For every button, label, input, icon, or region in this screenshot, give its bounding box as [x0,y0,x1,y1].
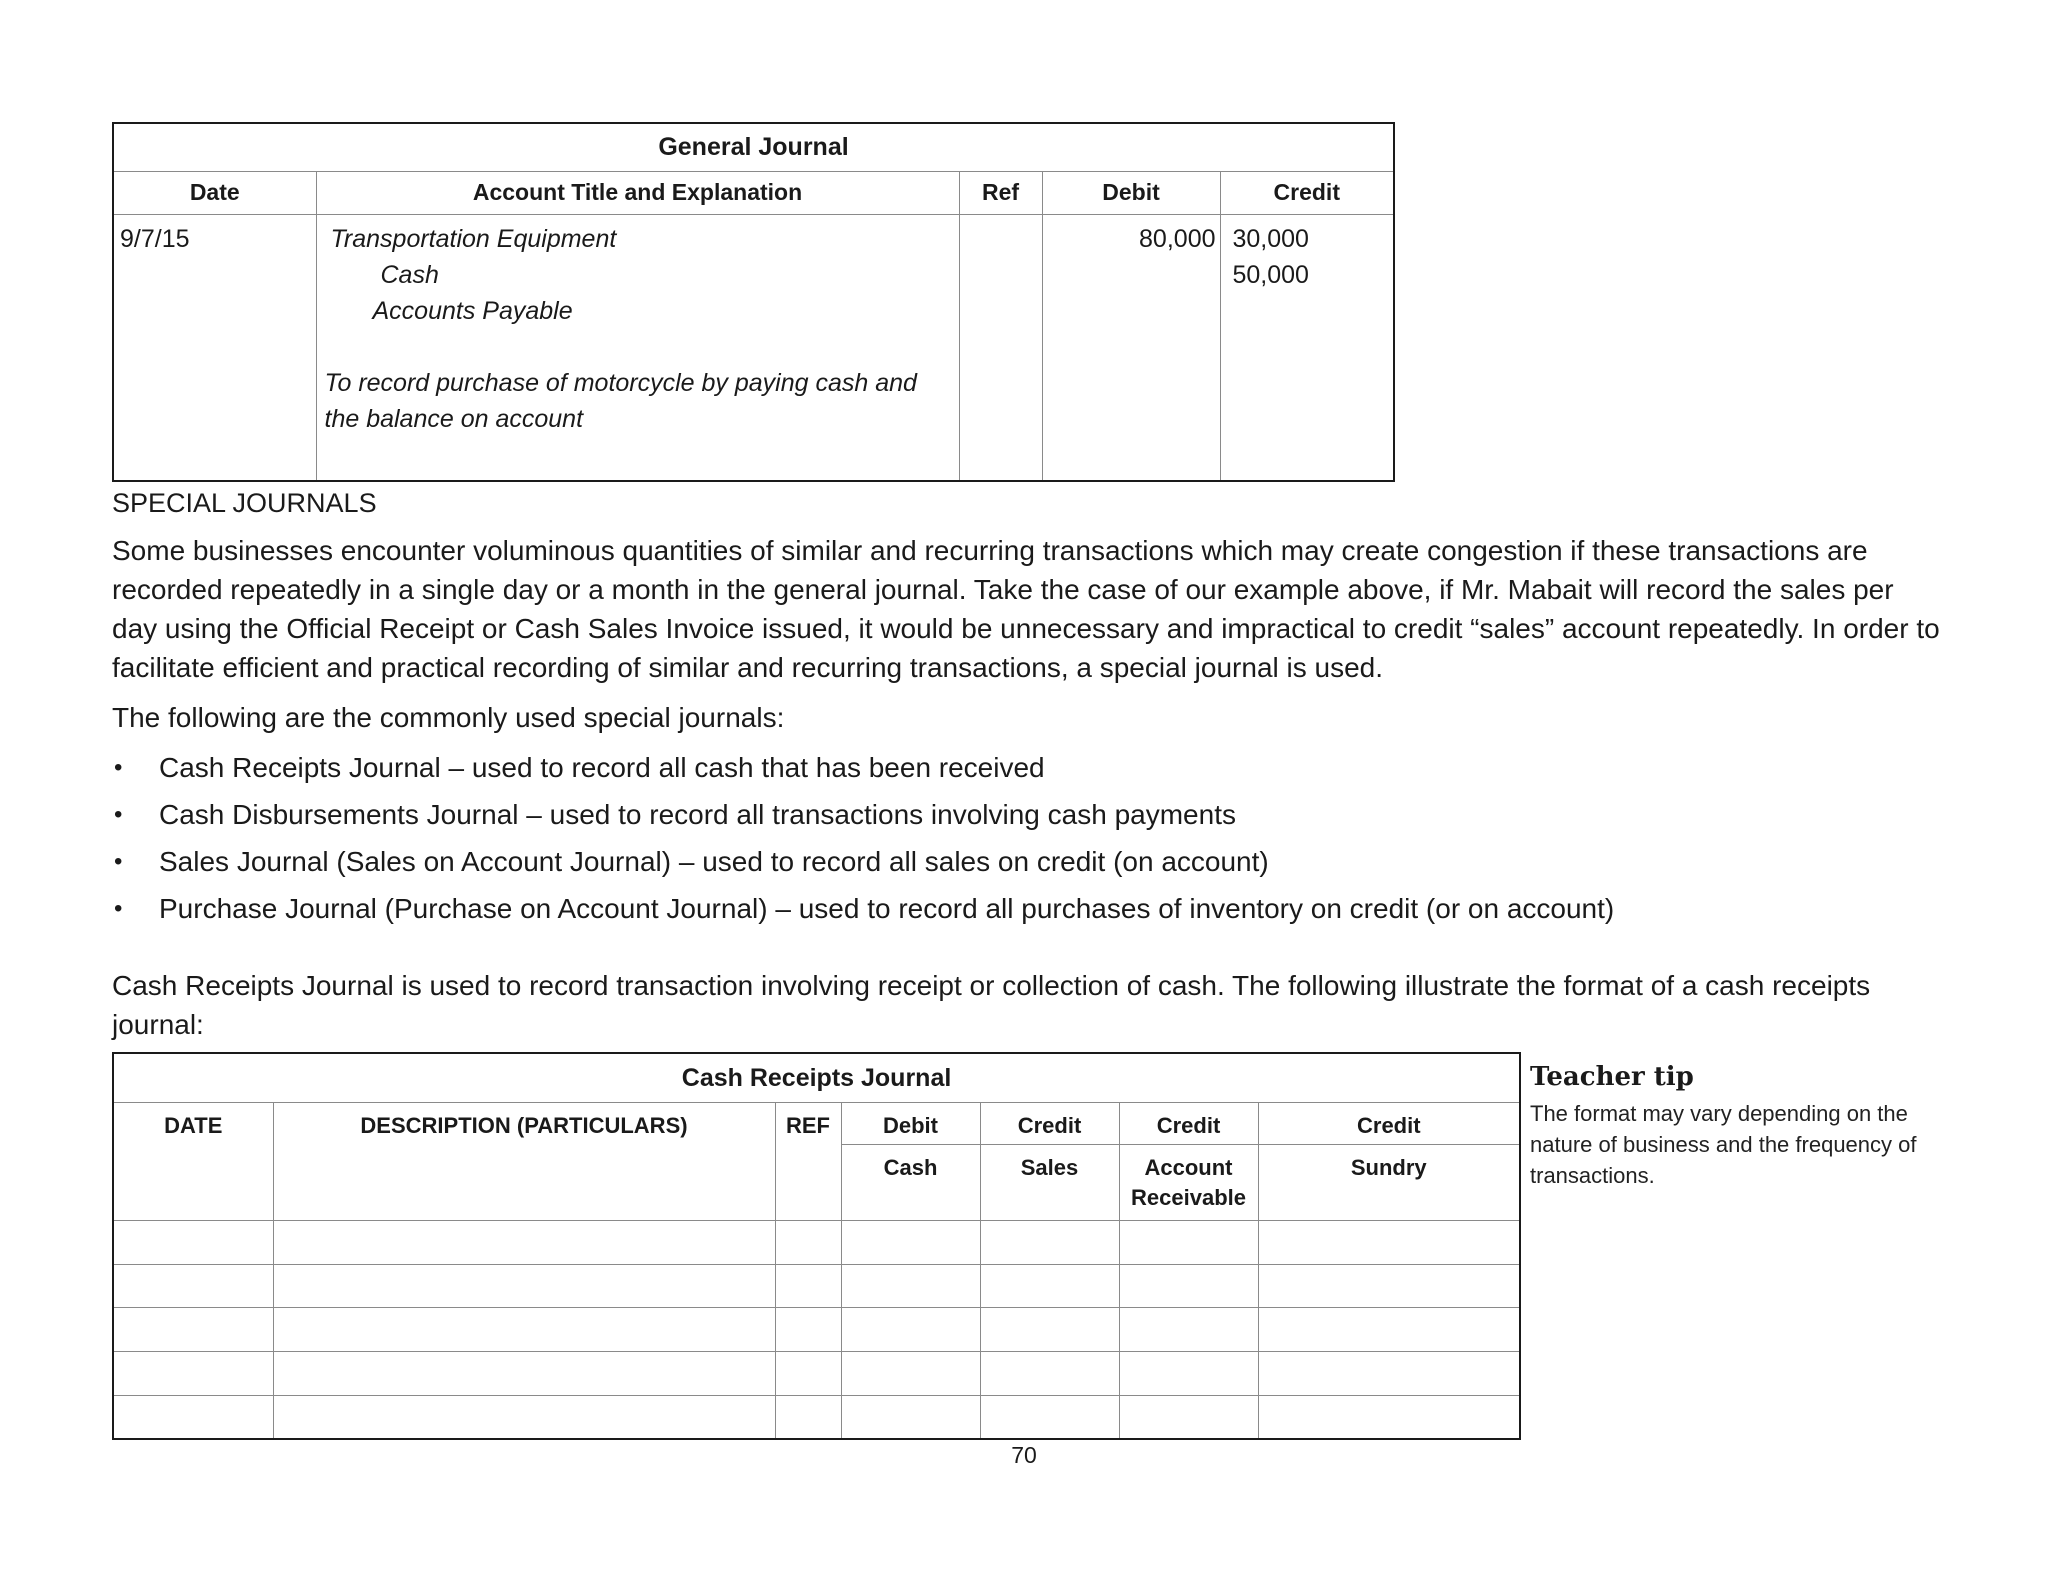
gj-explanation-line1: To record purchase of motorcycle by paying cash and [324,368,917,397]
crj-header-credit-sales: Credit [980,1103,1119,1145]
gj-entry-credit [1220,214,1394,481]
paragraph-list-intro: The following are the commonly used special journals: [112,702,785,733]
crj-header-credit-ar: Credit [1119,1103,1258,1145]
gj-header-credit: Credit [1220,171,1394,214]
table-row [113,1308,1520,1352]
list-item-text: Sales Journal (Sales on Account Journal) – used to record all sales on credit (on account) [159,846,1269,877]
table-row [113,1264,1520,1308]
crj-title: Cash Receipts Journal [113,1053,1520,1103]
bullet-icon: • [114,754,123,781]
list-item-text: Cash Disbursements Journal – used to record all transactions involving cash payments [159,799,1236,830]
teacher-tip-body: The format may vary depending on the nature of business and the frequency of transactions. [1530,1101,1917,1188]
list-item [112,791,1614,838]
list-item [112,885,1614,932]
section-heading: SPECIAL JOURNALS [112,488,377,518]
crj-subheader-cash: Cash [841,1144,980,1220]
crj-subheader-sales: Sales [980,1144,1119,1220]
list-item [112,744,1614,791]
crj-subheader-ar [1119,1144,1258,1220]
gj-header-date: Date [113,171,316,214]
gj-credit-amount-2: 50,000 [1232,260,1309,289]
general-journal-title: General Journal [113,123,1394,171]
gj-entry-debit: 80,000 [1042,214,1220,481]
gj-credit-amount-1: 30,000 [1232,224,1309,253]
general-journal-table [112,122,1395,482]
page-number: 70 [1011,1442,1037,1468]
crj-subheader-sundry: Sundry [1258,1144,1520,1220]
bullet-icon: • [114,801,123,828]
gj-credit-account-payable: Accounts Payable [372,296,573,325]
gj-debit-account: Transportation Equipment [330,224,617,253]
gj-header-account: Account Title and Explanation [316,171,959,214]
crj-subheader-ar-line1: Account [1144,1154,1233,1180]
crj-subheader-ar-line2: Receivable [1131,1184,1246,1210]
cash-receipts-journal-table [112,1052,1521,1440]
list-item-text: Cash Receipts Journal – used to record all cash that has been received [159,752,1045,783]
crj-header-date: DATE [113,1103,273,1145]
gj-credit-account-cash: Cash [380,260,439,289]
gj-entry-row [113,214,1394,481]
crj-header-date-cont [113,1144,273,1220]
special-journals-list [112,744,1614,932]
teacher-tip-title: Teacher tip [1530,1062,1694,1092]
bullet-icon: • [114,848,123,875]
gj-entry-accounts [316,214,959,481]
crj-header-credit-sundry: Credit [1258,1103,1520,1145]
gj-explanation [325,365,959,437]
bullet-icon: • [114,895,123,922]
paragraph-special-journals: Some businesses encounter voluminous quantities of similar and recurring transactions which may create congestion if these transactions are recorded repeatedly in a single day or a month in the general journal. Take the case of our example above, if Mr. Mabait will record the sales per day using the Official Receipt or Cash Sales Invoice issued, it would be unnecessary and impractical to credit “sales” account repeatedly. In order to facilitate efficient and practical recording of similar and recurring transactions, a special journal is used. [112,535,1940,683]
paragraph-cash-receipts: Cash Receipts Journal is used to record transaction involving receipt or collection of cash. The following illustrate the format of a cash receipts journal: [112,970,1871,1040]
gj-header-debit: Debit [1042,171,1220,214]
gj-entry-date: 9/7/15 [113,214,316,481]
list-item-text: Purchase Journal (Purchase on Account Journal) – used to record all purchases of inventory on credit (or on account) [159,893,1615,924]
list-item [112,838,1614,885]
table-row [113,1221,1520,1265]
gj-explanation-line2: the balance on account [324,404,584,433]
crj-header-description-cont [273,1144,775,1220]
crj-header-description: DESCRIPTION (PARTICULARS) [273,1103,775,1145]
crj-header-ref: REF [775,1103,841,1145]
gj-header-ref: Ref [959,171,1042,214]
crj-header-ref-cont [775,1144,841,1220]
table-row [113,1352,1520,1396]
table-row [113,1395,1520,1439]
gj-entry-ref [959,214,1042,481]
crj-header-debit: Debit [841,1103,980,1145]
